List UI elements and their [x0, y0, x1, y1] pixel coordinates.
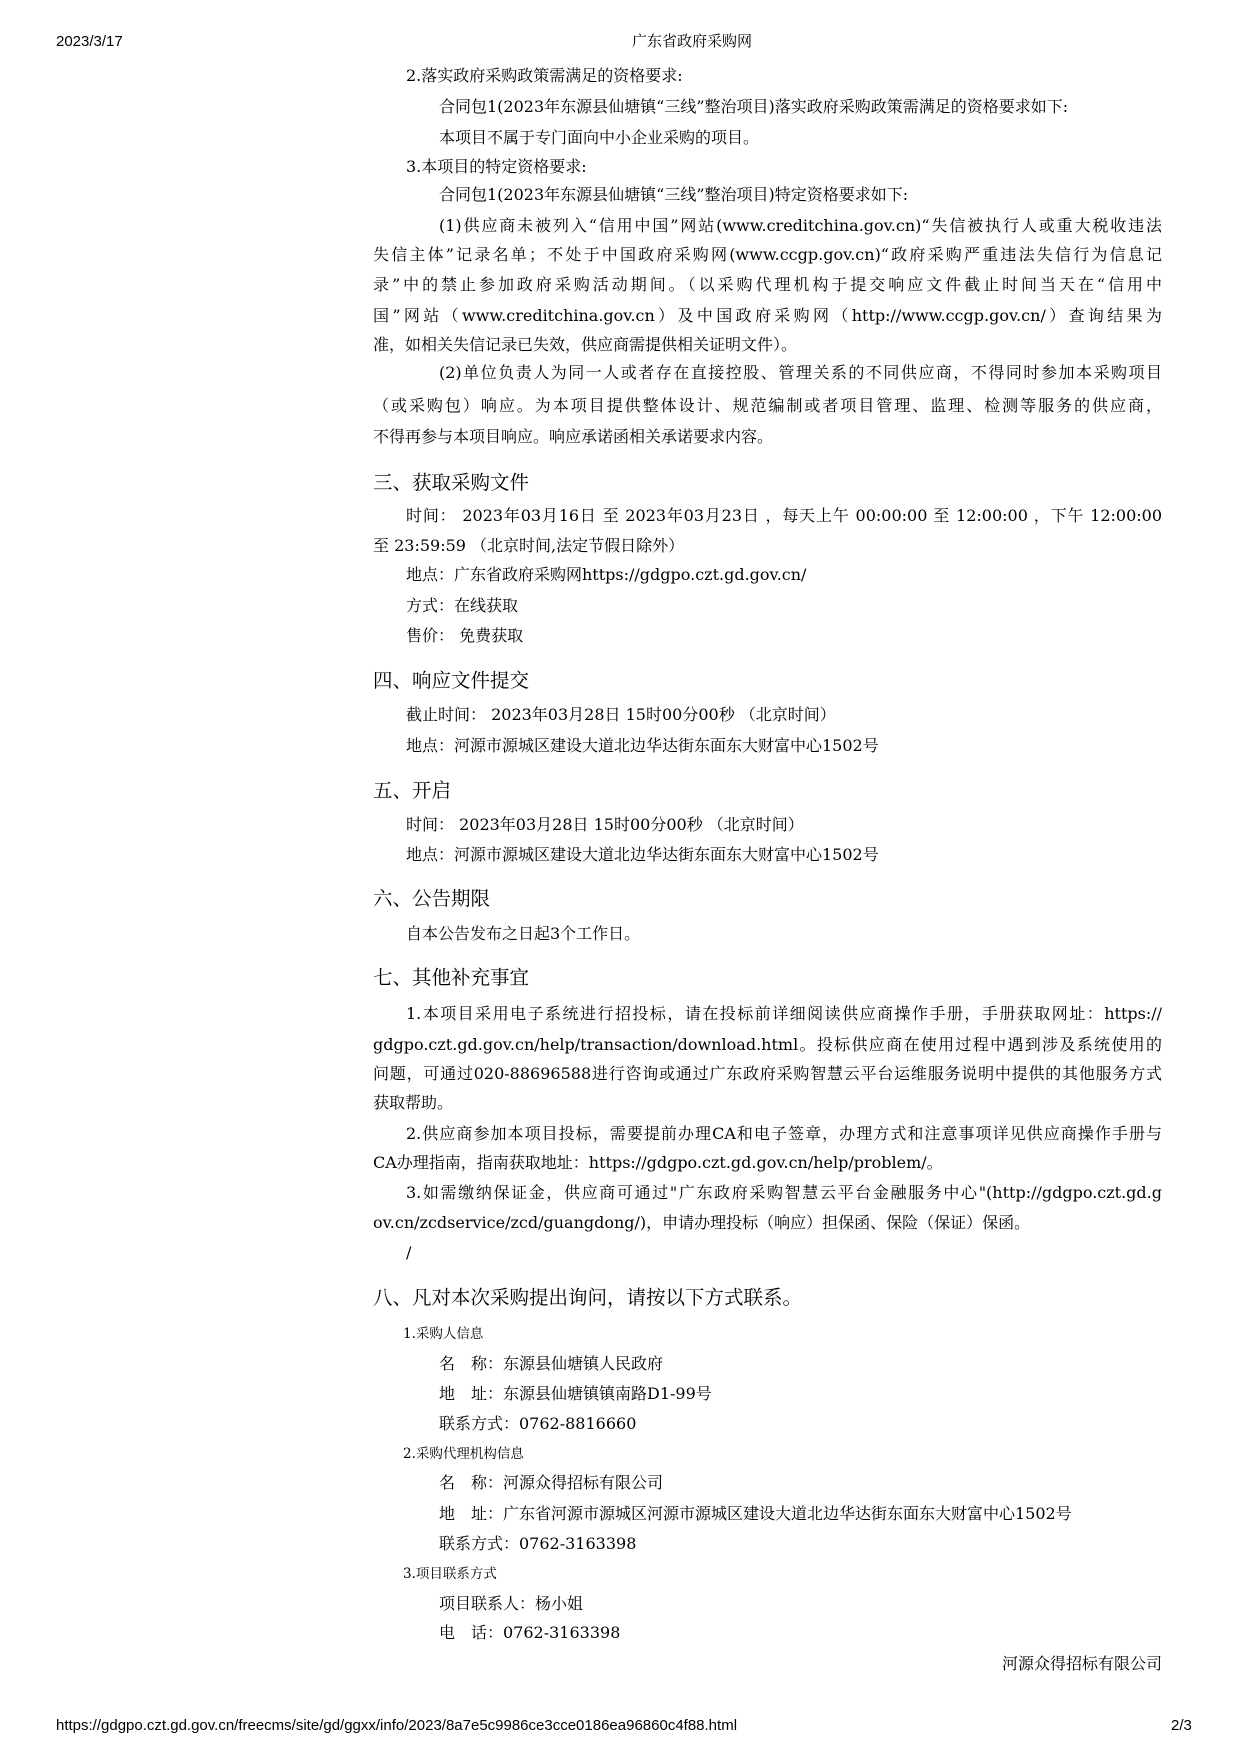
page-number: 2/3: [1171, 1717, 1192, 1734]
item1-line: (1)供应商未被列入“信用中国”网站(www.creditchina.gov.cn)“失信被执行人或重大税收违法: [439, 216, 1162, 235]
note1-line: 1.本项目采用电子系统进行招投标，请在投标前详细阅读供应商操作手册，手册获取网址：https://: [406, 1004, 1162, 1023]
section-heading: 六、公告期限: [373, 887, 491, 910]
section-heading: 八、凡对本次采购提出询问，请按以下方式联系。: [373, 1286, 803, 1309]
special-intro: 合同包1(2023年东源县仙塘镇“三线”整治项目)特定资格要求如下:: [439, 185, 909, 204]
place-line: 地点：广东省政府采购网https://gdgpo.czt.gd.gov.cn/: [406, 565, 807, 584]
method-line: 方式：在线获取: [406, 596, 519, 615]
purchaser-name: 名 称：东源县仙塘镇人民政府: [439, 1354, 664, 1373]
time-line: 时间： 2023年03月16日 至 2023年03月23日 ，每天上午 00:00:00 至 12:00:00 ，下午 12:00:00: [406, 506, 1162, 525]
period-text: 自本公告发布之日起3个工作日。: [406, 924, 641, 943]
site-title: 广东省政府采购网: [631, 33, 752, 50]
agency-address: 地 址：广东省河源市源城区河源市源城区建设大道北边华达街东面东大财富中心1502号: [439, 1504, 1072, 1523]
deadline-line: 截止时间： 2023年03月28日 15时00分00秒 （北京时间）: [406, 705, 836, 724]
note2-line: 2.供应商参加本项目投标，需要提前办理CA和电子签章，办理方式和注意事项详见供应商操作手册与: [406, 1124, 1162, 1143]
item1-line: 录”中的禁止参加政府采购活动期间。（以采购代理机构于提交响应文件截止时间当天在“信用中: [373, 275, 1162, 294]
section-heading: 四、响应文件提交: [373, 669, 530, 692]
project-contact-person: 项目联系人：杨小姐: [439, 1594, 584, 1613]
note1-line: 问题，可通过020-88696588进行咨询或通过广东政府采购智慧云平台运维服务说明中提供的其他服务方式: [373, 1064, 1162, 1083]
project-contact-phone: 电 话：0762-3163398: [439, 1623, 621, 1642]
print-date: 2023/3/17: [56, 33, 123, 50]
place-line: 地点：河源市源城区建设大道北边华达街东面东大财富中心1502号: [406, 845, 879, 864]
purchaser-address: 地 址：东源县仙塘镇镇南路D1-99号: [439, 1384, 712, 1403]
purchaser-title: 1.采购人信息: [403, 1326, 484, 1342]
price-line: 售价： 免费获取: [406, 626, 524, 645]
item1-line: 准，如相关失信记录已失效，供应商需提供相关证明文件）。: [373, 335, 798, 354]
agency-name: 名 称：河源众得招标有限公司: [439, 1473, 664, 1492]
section-heading: 七、其他补充事宜: [373, 966, 530, 989]
note2-line: CA办理指南，指南获取地址：https://gdgpo.czt.gd.gov.cn/help/problem/。: [373, 1153, 943, 1172]
item2-line: 不得再参与本项目响应。响应承诺函相关承诺要求内容。: [373, 427, 774, 446]
purchaser-contact: 联系方式：0762-8816660: [439, 1414, 637, 1433]
note3-line: 3.如需缴纳保证金，供应商可通过"广东政府采购智慧云平台金融服务中心"(http://gdgpo.czt.gd.g: [406, 1183, 1162, 1202]
note1-line: 获取帮助。: [373, 1093, 454, 1112]
item1-line: 国”网站（www.creditchina.gov.cn）及中国政府采购网（http://www.ccgp.gov.cn/）查询结果为: [373, 306, 1162, 325]
item2-line: （或采购包）响应。为本项目提供整体设计、规范编制或者项目管理、监理、检测等服务的供应商，: [373, 396, 1162, 415]
policy-line: 合同包1(2023年东源县仙塘镇“三线”整治项目)落实政府采购政策需满足的资格要求如下:: [439, 97, 1069, 116]
policy-line: 本项目不属于专门面向中小企业采购的项目。: [439, 128, 760, 147]
agency-title: 2.采购代理机构信息: [403, 1446, 524, 1462]
note1-line: gdgpo.czt.gd.gov.cn/help/transaction/download.html。投标供应商在使用过程中遇到涉及系统使用的: [373, 1035, 1162, 1054]
section-heading: 三、获取采购文件: [373, 471, 530, 494]
project-contact-title: 3.项目联系方式: [403, 1566, 497, 1582]
item1-line: 失信主体”记录名单；不处于中国政府采购网(www.ccgp.gov.cn)“政府采购严重违法失信行为信息记: [373, 245, 1162, 264]
policy-title: 2.落实政府采购政策需满足的资格要求:: [406, 66, 683, 85]
signature-company: 河源众得招标有限公司: [1001, 1654, 1162, 1673]
place-line: 地点：河源市源城区建设大道北边华达街东面东大财富中心1502号: [406, 736, 879, 755]
time-line: 至 23:59:59 （北京时间,法定节假日除外）: [373, 536, 685, 555]
slash-text: /: [406, 1243, 412, 1262]
special-title: 3.本项目的特定资格要求:: [406, 157, 587, 176]
page-url-link[interactable]: https://gdgpo.czt.gd.gov.cn/freecms/site/gd/ggxx/info/2023/8a7e5c9986ce3cce0186ea96860c4f88.html: [56, 1717, 738, 1734]
agency-contact: 联系方式：0762-3163398: [439, 1534, 637, 1553]
section-heading: 五、开启: [373, 779, 452, 802]
time-line: 时间： 2023年03月28日 15时00分00秒 （北京时间）: [406, 815, 804, 834]
note3-line: ov.cn/zcdservice/zcd/guangdong/)，申请办理投标（响应）担保函、保险（保证）保函。: [373, 1213, 1031, 1232]
item2-line: (2)单位负责人为同一人或者存在直接控股、管理关系的不同供应商，不得同时参加本采购项目: [439, 363, 1162, 382]
